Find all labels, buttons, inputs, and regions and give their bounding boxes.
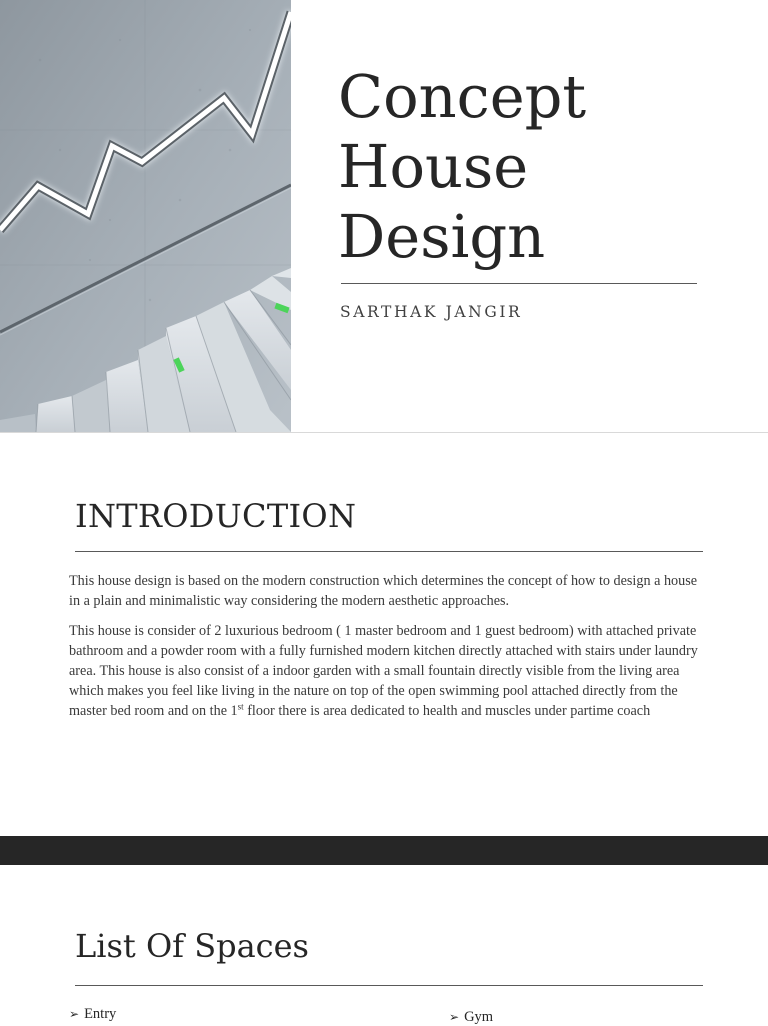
arrow-bullet-icon: ➢ xyxy=(449,1010,460,1024)
list-item xyxy=(449,1009,493,1026)
spaces-divider xyxy=(75,985,703,986)
introduction-paragraph: This house design is based on the modern construction which determines the concept of how to design a house in a plain and minimalistic way considering the modern aesthetic approaches. xyxy=(69,573,698,609)
introduction-paragraph xyxy=(69,621,709,721)
list-item-label: Entry xyxy=(84,1006,117,1022)
cover-title xyxy=(338,62,586,272)
title-line: Design xyxy=(338,202,546,271)
ordinal-suffix: st xyxy=(237,701,244,712)
introduction-body xyxy=(69,571,709,731)
spaces-heading: List Of Spaces xyxy=(75,927,309,965)
spaces-slide xyxy=(0,865,768,1024)
title-line: House xyxy=(338,132,529,201)
slide-separator-band xyxy=(0,836,768,865)
cover-image xyxy=(0,0,291,432)
title-divider xyxy=(341,283,697,284)
author-name: SARTHAK JANGIR xyxy=(340,303,523,321)
list-item xyxy=(69,1006,116,1023)
paragraph-text: floor there is area dedicated to health and muscles under partime coach xyxy=(243,703,651,719)
introduction-heading: INTRODUCTION xyxy=(75,497,357,535)
introduction-divider xyxy=(75,551,703,552)
title-line: Concept xyxy=(338,62,587,131)
introduction-slide xyxy=(0,433,768,836)
paragraph-text: This house is consider of 2 luxurious bedroom ( 1 master bedroom and 1 guest bedroom) with attached private bathroom and a powder room with a fully furnished modern kitchen directly attached with stairs under laundry area. This house is also consist of a indoor garden with a small fountain directly visible from the living area which makes you feel like living in the nature on top of the open swimming pool attached directly from the master bed room and on the 1 xyxy=(69,623,698,719)
list-item-label: Gym xyxy=(464,1009,494,1025)
arrow-bullet-icon: ➢ xyxy=(69,1007,80,1021)
cover-slide xyxy=(0,0,768,432)
staircase-illustration xyxy=(0,0,291,432)
